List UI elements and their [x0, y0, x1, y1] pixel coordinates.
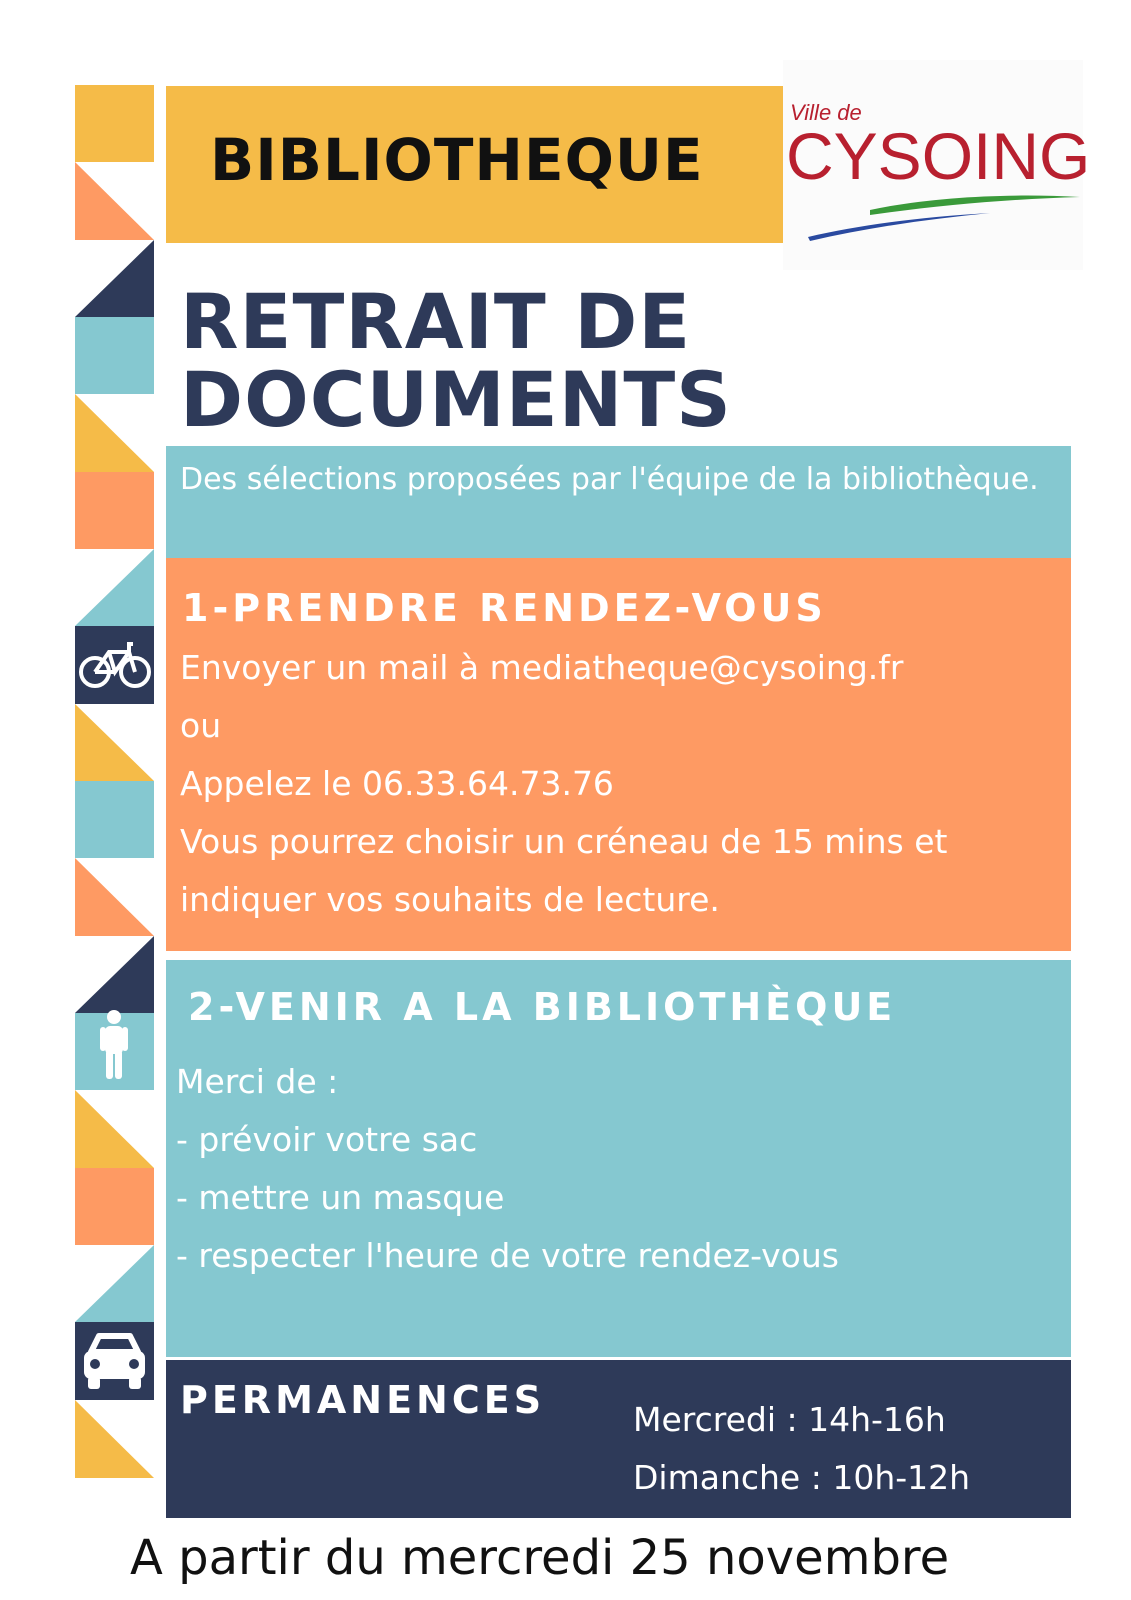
- permanences-heading: PERMANENCES: [180, 1378, 546, 1422]
- main-title-line1: RETRAIT DE: [180, 277, 692, 366]
- step1-line: Vous pourrez choisir un créneau de 15 mins et: [180, 822, 948, 861]
- logo-swoosh-icon: [800, 185, 1090, 245]
- step1-line: indiquer vos souhaits de lecture.: [180, 880, 720, 919]
- logo-name: CYSOING: [786, 119, 1091, 193]
- decorative-strip: [75, 85, 154, 1515]
- person-icon: [75, 1005, 154, 1082]
- bicycle-icon: [75, 626, 154, 704]
- permanence-hours: Mercredi : 14h-16h: [633, 1400, 946, 1439]
- header-title: BIBLIOTHEQUE: [210, 126, 704, 194]
- step1-line: ou: [180, 706, 222, 745]
- step2-line: - prévoir votre sac: [176, 1120, 478, 1159]
- step2-line: Merci de :: [176, 1062, 339, 1101]
- step2-line: - respecter l'heure de votre rendez-vous: [176, 1236, 839, 1275]
- step2-heading: 2-VENIR A LA BIBLIOTHÈQUE: [188, 985, 897, 1029]
- permanence-hours: Dimanche : 10h-12h: [633, 1458, 971, 1497]
- step1-line: Appelez le 06.33.64.73.76: [180, 764, 614, 803]
- logo-subtitle: Ville de: [790, 100, 862, 125]
- main-title-line2: DOCUMENTS: [180, 355, 732, 444]
- step1-heading: 1-PRENDRE RENDEZ-VOUS: [182, 586, 827, 630]
- step1-line: Envoyer un mail à mediatheque@cysoing.fr: [180, 648, 904, 687]
- car-icon: [75, 1322, 154, 1400]
- footer-date: A partir du mercredi 25 novembre: [130, 1530, 950, 1586]
- step2-line: - mettre un masque: [176, 1178, 505, 1217]
- intro-text: Des sélections proposées par l'équipe de la bibliothèque.: [180, 462, 1039, 497]
